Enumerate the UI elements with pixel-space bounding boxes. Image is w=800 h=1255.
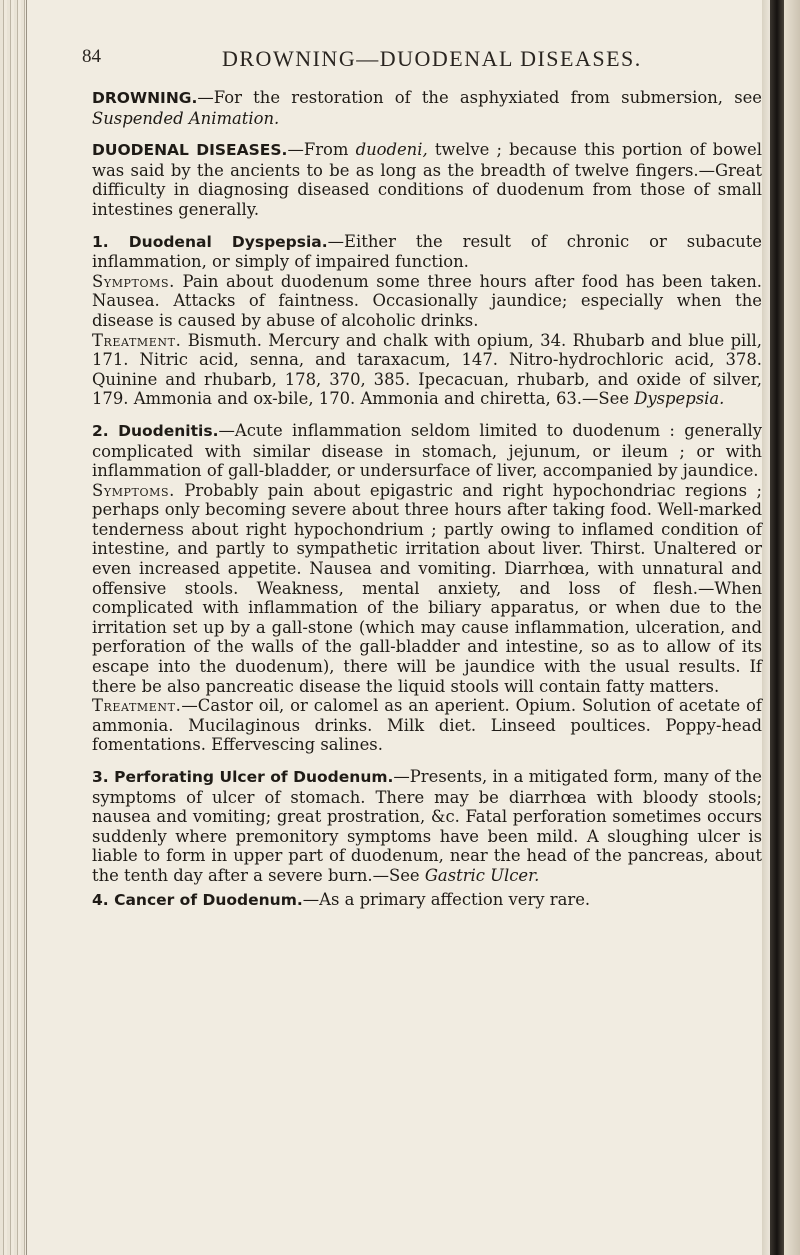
treatment-label: Treatment. xyxy=(92,696,182,716)
symptoms-paragraph xyxy=(92,272,762,331)
entry-cancer xyxy=(92,890,762,911)
entry-text: —From xyxy=(287,140,356,160)
entry-heading: 4. Cancer of Duodenum. xyxy=(92,890,303,909)
entry-text: —Presents, in a mitigated form, many of the symptoms of ulcer of stomach. There may be diarrhœa with bloody stools; nausea and vomiting; great prostration, &c. Fatal perforation sometimes occurs suddenly where premonitory symptoms have been mild. A sloughing ulcer is liable to form in upper part of duodenum, near the head of the pancreas, about the tenth day after a severe burn.—See xyxy=(92,767,762,885)
running-head xyxy=(42,34,764,74)
treatment-label: Treatment. xyxy=(92,330,182,350)
symptoms-text: Pain about duodenum some three hours after food has been taken. Nausea. Attacks of faintness. Occasionally jaundice; especially when the disease is caused by abuse of alcoholic drinks. xyxy=(92,271,762,330)
book-gutter-left xyxy=(0,0,27,1255)
entry-text: —As a primary affection very rare. xyxy=(302,889,591,909)
treatment-paragraph xyxy=(92,331,762,409)
treatment-paragraph xyxy=(92,696,762,755)
entry-heading: 1. Duodenal Dyspepsia. xyxy=(92,232,328,251)
symptoms-label: Symptoms. xyxy=(92,271,175,291)
entry-text: twelve ; because this portion of bowel was said by the ancients to be as long as the breadth of twelve fingers.—Great difficulty in diagnosing diseased conditions of duodenum from those of small intestines generally. xyxy=(92,140,762,219)
entry-text: —For the restoration of the asphyxiated from submersion, see xyxy=(197,88,762,107)
treatment-text: —Castor oil, or calomel as an aperient. Opium. Solution of acetate of ammonia. Mucilaginous drinks. Milk diet. Linseed poultices. Poppy-head fomentations. Effervescing salines. xyxy=(92,696,762,755)
cross-reference: Suspended Animation. xyxy=(92,108,280,128)
entry-heading: 3. Perforating Ulcer of Duodenum. xyxy=(92,768,394,786)
entry-perforating-ulcer xyxy=(92,767,762,886)
symptoms-label: Symptoms. xyxy=(92,480,175,500)
symptoms-text: Probably pain about epigastric and right hypochondriac regions ; perhaps only becoming severe about three hours after taking food. Well-marked tenderness about right hypochondrium ; partly owing to inflamed condition of intestine, and partly to sympathetic irritation about liver. Thirst. Unaltered or even increased appetite. Nausea and vomiting. Diarrhœa, with unnatural and offensive stools. Weakness, mental anxiety, and loss of flesh.—When complicated with inflammation of the biliary apparatus, or when due to the irritation set up by a gall-stone (which may cause inflammation, ulceration, and perforation of the walls of the gall-bladder and intestine, so as to allow of its escape into the duodenum), there will be jaundice with the usual results. If there be also pancreatic disease the liquid stools will contain fatty matters. xyxy=(92,480,762,696)
entry-text: —Acute inflammation seldom limited to duodenum : generally complicated with similar disease in stomach, jejunum, or ileum ; or with inflammation of gall-bladder, or undersurface of liver, accompanied by jaundice. xyxy=(92,420,762,481)
page-title: DROWNING—DUODENAL DISEASES. xyxy=(222,46,642,71)
treatment-text: Bismuth. Mercury and chalk with opium, 34. Rhubarb and blue pill, 171. Nitric acid, senna, and taraxacum, 147. Nitro-hydrochloric acid, 378. Quinine and rhubarb, 178, 370, 385. Ipecacuan, rhubarb, and oxide of silver, 179. Ammonia and ox-bile, 170. Ammonia and chiretta, 63.—See xyxy=(92,330,762,409)
book-spine xyxy=(770,0,784,1255)
entry-heading: DUODENAL DISEASES. xyxy=(92,141,288,160)
cross-reference: Gastric Ulcer. xyxy=(424,865,540,885)
page-number: 84 xyxy=(82,46,101,67)
page-body xyxy=(92,88,762,910)
entry-duodenitis xyxy=(92,421,762,481)
entry-drowning xyxy=(92,88,762,128)
entry-duodenal-diseases xyxy=(92,140,762,219)
latin-term: duodeni, xyxy=(355,140,428,160)
entry-duodenal-dyspepsia xyxy=(92,232,762,272)
entry-heading: 2. Duodenitis. xyxy=(92,421,219,440)
symptoms-paragraph xyxy=(92,481,762,697)
cross-reference: Dyspepsia. xyxy=(634,389,725,409)
entry-text: —Either the result of chronic or subacute inflammation, or simply of impaired function. xyxy=(92,231,762,272)
book-page xyxy=(42,34,764,909)
entry-heading: DROWNING. xyxy=(92,89,198,107)
